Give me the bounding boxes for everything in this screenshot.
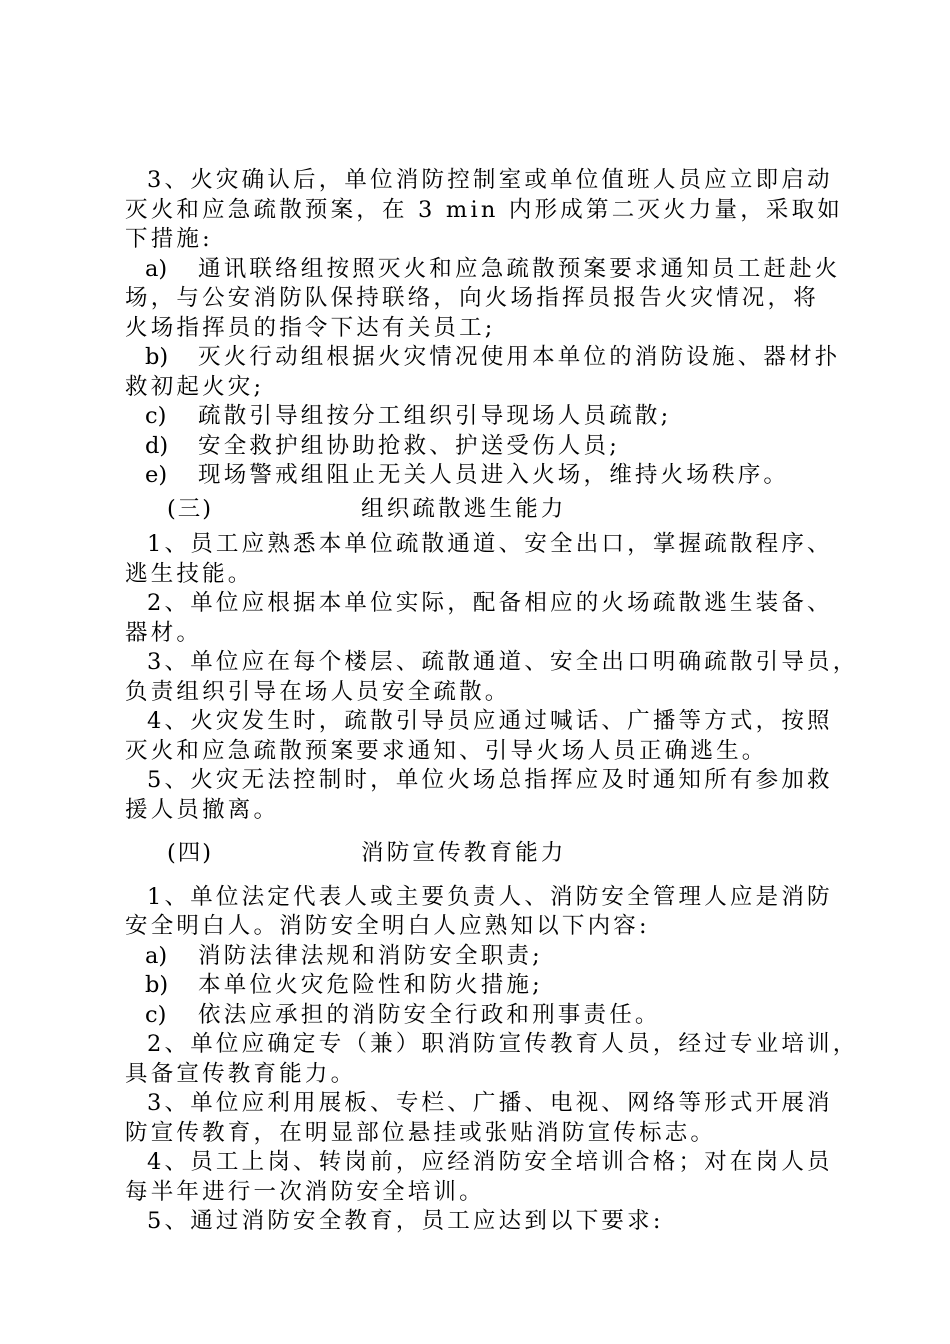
paragraph: 3、单位应在每个楼层、疏散通道、安全出口明确疏散引导员， [147, 649, 859, 675]
paragraph-line: 场，与公安消防队保持联络，向火场指挥员报告火灾情况，将 [125, 285, 819, 311]
list-marker: b) [145, 344, 169, 370]
list-item [125, 1001, 845, 1031]
paragraph-line: 安全明白人。消防安全明白人应熟知以下内容: [125, 913, 650, 939]
list-item-text: 安全救护组协助抢救、护送受伤人员; [198, 432, 620, 459]
list-marker: a) [145, 255, 168, 282]
list-item [125, 942, 845, 972]
paragraph-line: 负责组织引导在场人员安全疏散。 [125, 678, 511, 705]
list-marker: b) [145, 972, 169, 998]
list-item [125, 971, 845, 1001]
paragraph-line: 器材。 [125, 619, 203, 646]
list-marker: a) [145, 942, 168, 969]
list-item-text: 消防法律法规和消防安全职责; [198, 942, 543, 969]
section-title: 组织疏散逃生能力 [361, 495, 567, 522]
section-heading [125, 839, 845, 869]
paragraph-line: 援人员撤离。 [125, 796, 280, 823]
paragraph: 1、员工应熟悉本单位疏散通道、安全出口，掌握疏散程序、 [147, 531, 833, 557]
paragraph: 2、单位应根据本单位实际，配备相应的火场疏散逃生装备、 [147, 590, 833, 616]
list-marker: c) [145, 1001, 167, 1028]
section-number: (四) [167, 840, 214, 866]
list-item [125, 343, 845, 373]
list-item-text: 本单位火灾危险性和防火措施; [198, 972, 543, 998]
paragraph: 2、单位应确定专（兼）职消防宣传教育人员，经过专业培训， [147, 1031, 859, 1057]
paragraph-line: 救初起火灾; [125, 373, 265, 400]
list-marker: e) [145, 462, 168, 488]
paragraph-line: 逃生技能。 [125, 560, 254, 587]
paragraph: 3、单位应利用展板、专栏、广播、电视、网络等形式开展消 [147, 1090, 833, 1116]
list-item-text: 依法应承担的消防安全行政和刑事责任。 [198, 1001, 661, 1028]
list-item [125, 461, 845, 491]
paragraph: 4、员工上岗、转岗前，应经消防安全培训合格；对在岗人员 [147, 1149, 833, 1175]
paragraph-line: 具备宣传教育能力。 [125, 1060, 357, 1087]
section-number: (三) [167, 495, 214, 522]
section-heading [125, 495, 845, 525]
paragraph: 5、火灾无法控制时，单位火场总指挥应及时通知所有参加救 [147, 767, 833, 793]
list-item [125, 432, 845, 462]
paragraph-line: 下措施: [125, 226, 213, 252]
paragraph-line: 灭火和应急疏散预案要求通知、引导火场人员正确逃生。 [125, 737, 768, 764]
paragraph-line: 灭火和应急疏散预案，在 3 min 内形成第二灭火力量，采取如 [125, 196, 843, 223]
list-marker: d) [145, 432, 169, 459]
list-item-text: 灭火行动组根据火灾情况使用本单位的消防设施、器材扑 [198, 344, 841, 370]
paragraph: 3、火灾确认后，单位消防控制室或单位值班人员应立即启动 [147, 167, 833, 193]
document-body [125, 166, 859, 1237]
list-item-text: 疏散引导组按分工组织引导现场人员疏散; [198, 403, 672, 429]
paragraph-line: 每半年进行一次消防安全培训。 [125, 1178, 485, 1205]
list-item-text: 现场警戒组阻止无关人员进入火场，维持火场秩序。 [198, 462, 790, 488]
list-item [125, 255, 845, 285]
list-item [125, 402, 845, 432]
paragraph-line: 防宣传教育，在明显部位悬挂或张贴消防宣传标志。 [125, 1119, 717, 1146]
list-item-text: 通讯联络组按照灭火和应急疏散预案要求通知员工赶赴火 [198, 255, 841, 282]
paragraph-line: 火场指挥员的指令下达有关员工; [125, 314, 496, 341]
paragraph: 1、单位法定代表人或主要负责人、消防安全管理人应是消防 [147, 883, 833, 910]
section-title: 消防宣传教育能力 [361, 840, 567, 866]
paragraph: 5、通过消防安全教育，员工应达到以下要求: [147, 1208, 664, 1234]
list-marker: c) [145, 403, 167, 429]
paragraph: 4、火灾发生时，疏散引导员应通过喊话、广播等方式，按照 [147, 708, 833, 734]
